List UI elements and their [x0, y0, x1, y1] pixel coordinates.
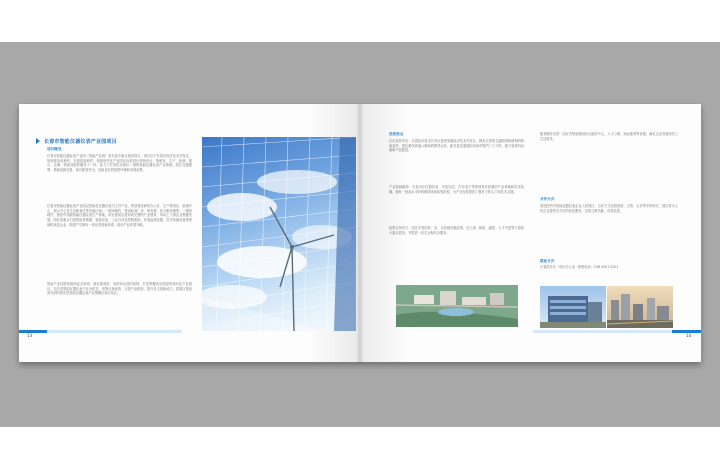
book-spine	[357, 104, 363, 362]
left-text-column	[47, 147, 192, 320]
left-page-number: 13	[27, 333, 33, 338]
right-paragraph-5: 欢迎国内外智能仪器仪表企业入驻园区，合作方式包括独资、合资、合作等多种形式，园区将为入驻企业提供全方位的优质服务，实现互利共赢、共同发展。	[540, 204, 678, 213]
right-section-label-3: 联系方式	[540, 259, 555, 263]
right-page-number: 14	[686, 333, 692, 338]
right-section-label-1: 优势亮点	[389, 132, 404, 136]
right-paragraph-3: 政策支持有力：园区享受国家、省、市各级优惠政策，在土地、税收、融资、人才引进等方面给予重点扶持，并提供一站式全程代办服务。	[389, 226, 524, 235]
contact-line: 长春经开区 · 项目办公室 · 联系电话：138 4301 2201	[540, 265, 619, 269]
section-label: 项目概况	[47, 147, 62, 151]
solar-panel-illustration	[202, 137, 356, 331]
right-text-column-2	[540, 132, 678, 270]
left-page-bar	[19, 330, 47, 333]
aerial-park-photo	[396, 285, 518, 327]
city-photo	[607, 286, 673, 328]
right-page-bar-light	[533, 330, 672, 333]
left-paragraph-2: 长春市智能仪器仪表产业园以智能化仪器仪表为主导产业，规划建设研发办公区、生产制造区、检测中心、展示中心及生活配套区等功能区域。一期用地约，建设标准厂房、研发楼、综合服务楼等，二期用地约，建设中高端智能仪器仪表生产基地。项目建成后将形成完整的产业链条，带动上下游企业集聚发展。园区将重点引进智能传感器、智能仪表、工业自动化控制系统、环境监测仪器、医疗检测设备等领域的优质企业，构建产学研用一体化的创新体系，推动产业转型升级。	[47, 204, 192, 227]
solar-panel-photo	[202, 137, 356, 331]
building-photo	[540, 286, 606, 328]
right-section-label-2: 合作方式	[540, 197, 555, 201]
chevron-right-icon	[36, 138, 40, 144]
page-title: 长春市智能仪器仪表产业园项目	[44, 138, 117, 145]
right-paragraph-1: 区位优势突出：长春经济技术开发区是国家级经济技术开发区，拥有完善的交通网络和便利的物流条件。园区紧邻高速公路和铁路货运站，距长春龙嘉国际机场车程约三十分钟，便于原材料运输和产品配送。	[389, 139, 524, 153]
page-heading	[36, 137, 117, 145]
right-paragraph-2: 产业基础雄厚：长春市在仪器仪表、光电信息、汽车电子等领域具有较强的产业基础和技术积累，拥有一批高水平的科研院所和高等院校，为产业发展提供了强有力的人才和技术支撑。	[389, 185, 524, 194]
right-text-column-1	[389, 132, 524, 264]
right-paragraph-4: 配套服务完善：园区内规划建设综合服务中心、人才公寓、商业配套等设施，满足企业发展和员工生活需求。	[540, 132, 678, 141]
left-page-bar-light	[47, 330, 182, 333]
left-paragraph-1: 长春市智能仪器仪表产业园（智能产业园）是长春市重点建设项目，项目位于长春市经济技术开发区，规划建设用地约，总建筑面积约，按照现代化产业园区标准进行规划设计，集研发、生产、检测、展示、仓储、物流及配套服务于一体，致力于打造东北地区一流的智能仪器仪表产业基地。园区交通便利，基础设施完善，周边配套齐全，具备良好的投资环境和发展前景。	[47, 154, 192, 173]
left-paragraph-3: 智能产业园将按照高起点规划、高标准建设、高效率运营的原则，打造集聚效应明显的现代化产业园区。以长春智能仪器仪表产业为依托，发挥区域优势，完善产业配套，提升自主创新能力，将园区建设成为国内领先的智能仪器仪表产业集聚区和示范区。	[47, 282, 192, 296]
